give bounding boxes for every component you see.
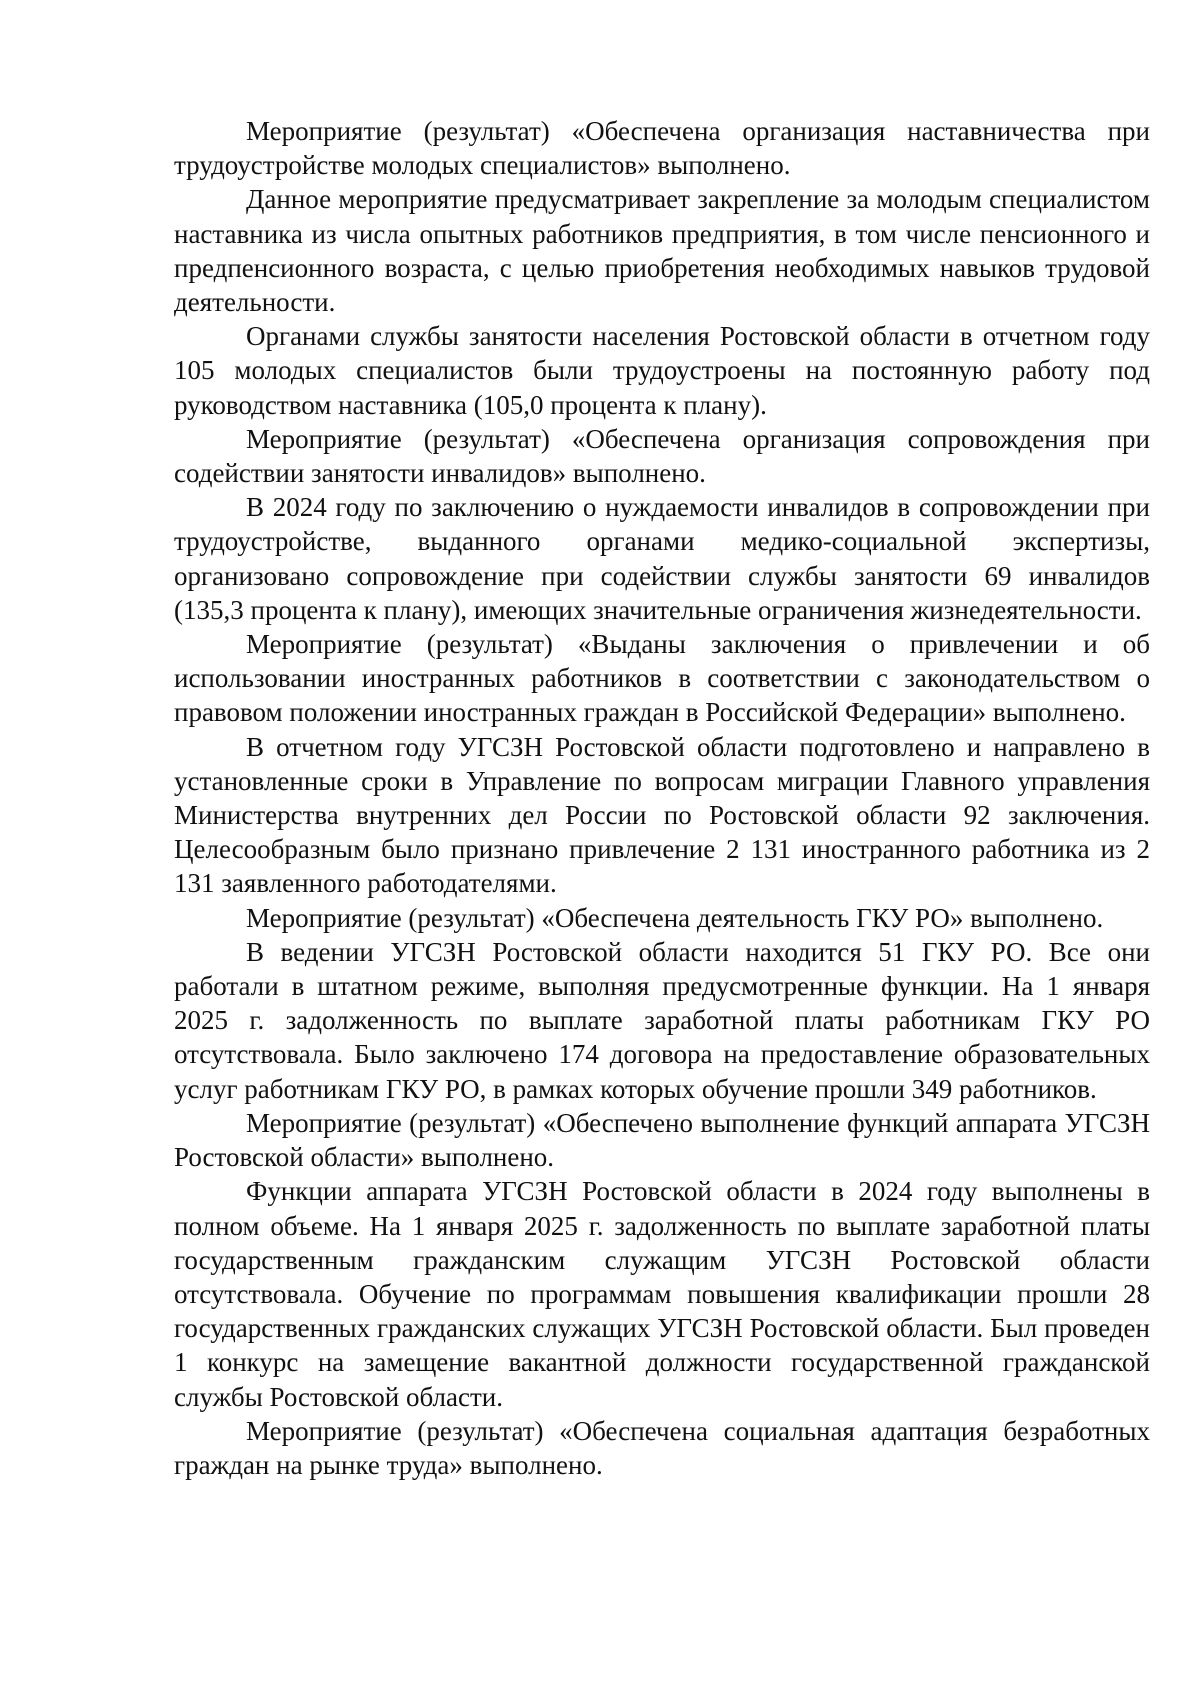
paragraph-apparatus-outcome: Функции аппарата УГСЗН Ростовской области в 2024 году выполнены в полном объеме. На 1 января 2025 г. задолженность по выплате заработной платы государственным гражданским служащим УГСЗН Ростовской области отсутствовала. Обучение по программам повышения квалификации прошли 28 государственных гражданских служащих УГСЗН Ростовской области. Был проведен 1 конкурс на замещение вакантной должности государственной гражданской службы Ростовской области.: [174, 1176, 1150, 1412]
paragraph-mentoring-outcome: Органами службы занятости населения Ростовской области в отчетном году 105 молодых специалистов были трудоустроены на постоянную работу под руководством наставника (105,0 процента к плану).: [174, 321, 1150, 420]
paragraph-apparatus-result: Мероприятие (результат) «Обеспечено выполнение функций аппарата УГСЗН Ростовской области» выполнено.: [174, 1107, 1150, 1173]
paragraph-mentoring-description: Данное мероприятие предусматривает закрепление за молодым специалистом наставника из числа опытных работников предприятия, в том числе пенсионного и предпенсионного возраста, с целью приобретения необходимых навыков трудовой деятельности.: [174, 184, 1150, 318]
paragraph-foreign-workers-result: Мероприятие (результат) «Выданы заключения о привлечении и об использовании иностранных работников в соответствии с законодательством о правовом положении иностранных граждан в Российской Федерации» выполнено.: [174, 629, 1150, 728]
paragraph-disabled-support-result: Мероприятие (результат) «Обеспечена организация сопровождения при содействии занятости инвалидов» выполнено.: [174, 423, 1150, 489]
paragraph-mentoring-result: Мероприятие (результат) «Обеспечена организация наставничества при трудоустройстве молодых специалистов» выполнено.: [174, 116, 1150, 181]
paragraph-social-adaptation-result: Мероприятие (результат) «Обеспечена социальная адаптация безработных граждан на рынке труда» выполнено.: [174, 1415, 1150, 1480]
paragraph-foreign-workers-outcome: В отчетном году УГСЗН Ростовской области подготовлено и направлено в установленные сроки в Управление по вопросам миграции Главного управления Министерства внутренних дел России по Ростовской области 92 заключения. Целесообразным было признано привлечение 2 131 иностранного работника из 2 131 заявленного работодателями.: [174, 731, 1150, 899]
paragraph-gku-outcome: В ведении УГСЗН Ростовской области находится 51 ГКУ РО. Все они работали в штатном режиме, выполняя предусмотренные функции. На 1 января 2025 г. задолженность по выплате заработной платы работникам ГКУ РО отсутствовала. Было заключено 174 договора на предоставление образовательных услуг работникам ГКУ РО, в рамках которых обучение прошли 349 работников.: [174, 936, 1150, 1104]
paragraph-disabled-support-outcome: В 2024 году по заключению о нуждаемости инвалидов в сопровождении при трудоустройстве, выданного органами медико-социальной экспертизы, организовано сопровождение при содействии службы занятости 69 инвалидов (135,3 процента к плану), имеющих значительные ограничения жизнедеятельности.: [174, 492, 1150, 625]
paragraph-gku-result: Мероприятие (результат) «Обеспечена деятельность ГКУ РО» выполнено.: [246, 902, 1104, 933]
document-body: [174, 114, 1150, 1482]
